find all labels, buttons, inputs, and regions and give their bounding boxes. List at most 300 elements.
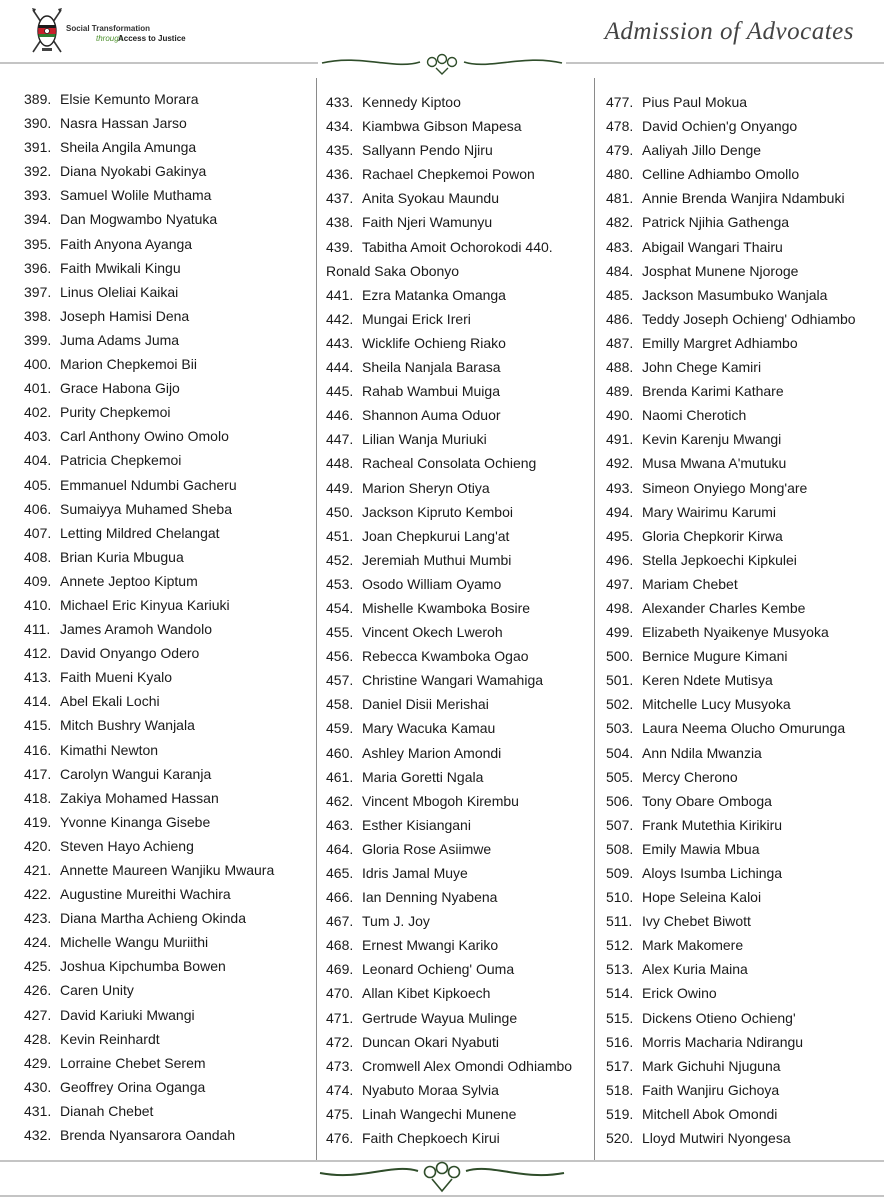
list-item: [606, 1078, 856, 1102]
entry-name: Grace Habona Gijo: [60, 380, 180, 397]
list-item: [606, 235, 856, 259]
entry-name: Cromwell Alex Omondi Odhiambo: [362, 1057, 573, 1074]
list-item: [606, 596, 856, 620]
list-item: [326, 957, 572, 981]
entry-name: Hope Seleina Kaloi: [642, 889, 762, 906]
list-item: [24, 280, 274, 304]
list-item: [24, 448, 274, 472]
entry-number: 511.: [606, 913, 633, 930]
entry-name: Kimathi Newton: [60, 741, 159, 758]
list-item: [24, 1051, 274, 1075]
list-item: [24, 1099, 274, 1123]
entry-number: 464.: [326, 840, 354, 857]
entry-number: 389.: [24, 91, 52, 107]
list-item: [24, 135, 274, 159]
entry-name: Ann Ndila Mwanzia: [642, 744, 762, 761]
entry-name: Annie Brenda Wanjira Ndambuki: [642, 190, 845, 207]
entry-number: 479.: [606, 142, 634, 159]
list-item: [606, 644, 856, 668]
entry-number: 520.: [606, 1130, 634, 1147]
entry-name: Sheila Angila Amunga: [60, 139, 197, 156]
entry-number: 515.: [606, 1009, 634, 1026]
entry-name: Patricia Chepkemoi: [60, 452, 182, 469]
entry-number: 396.: [24, 259, 52, 276]
list-item: [326, 981, 572, 1005]
entry-number: 461.: [326, 768, 354, 785]
tagline: [66, 24, 186, 44]
entry-number: 509.: [606, 865, 634, 881]
entry-name: Mitchelle Lucy Musyoka: [642, 696, 791, 713]
list-item: [24, 569, 274, 593]
entry-number: 468.: [326, 937, 354, 954]
list-item: [606, 765, 856, 789]
entry-number: 401.: [24, 380, 52, 397]
list-item: [326, 789, 572, 813]
list-item: [606, 933, 856, 957]
list-item: [326, 1078, 572, 1102]
entry-number: 487.: [606, 334, 634, 351]
entry-name: Faith Chepkoech Kirui: [362, 1130, 500, 1147]
document-title: Admission of Advocates: [604, 18, 854, 45]
list-item: [24, 762, 274, 786]
entry-number: 397.: [24, 283, 52, 300]
entry-number: 392.: [24, 163, 52, 180]
entry-name: Faith Mwikali Kingu: [60, 259, 181, 276]
list-item: [606, 741, 856, 765]
entry-number: 453.: [326, 575, 354, 592]
entry-name: Abigail Wangari Thairu: [642, 238, 783, 255]
list-item: [326, 837, 572, 861]
entry-number: 405.: [24, 476, 52, 493]
entry-name: Ronald Saka Obonyo: [326, 262, 460, 279]
entry-number: 506.: [606, 792, 634, 809]
entry-number: 449.: [326, 479, 354, 496]
entry-number: 423.: [24, 910, 52, 927]
entry-name: Mitchell Abok Omondi: [642, 1105, 778, 1122]
entry-number: 432.: [24, 1127, 52, 1144]
list-item: [606, 403, 856, 427]
entry-name: Idris Jamal Muye: [362, 865, 468, 881]
entry-number: 443.: [326, 334, 354, 351]
entry-number: 412.: [24, 645, 52, 662]
list-item: [326, 548, 572, 572]
entry-number: 516.: [606, 1033, 634, 1050]
entry-name: Yvonne Kinanga Gisebe: [60, 813, 211, 830]
list-item: [606, 1006, 856, 1030]
entry-number: 429.: [24, 1054, 52, 1071]
list-item: [326, 885, 572, 909]
column-divider-2: [594, 78, 595, 1160]
tagline-line-3: Access to Justice: [118, 34, 186, 43]
entry-number: 473.: [326, 1057, 354, 1074]
entry-number: 390.: [24, 115, 52, 132]
entry-number: 403.: [24, 428, 52, 445]
list-item: [606, 572, 856, 596]
list-item: [326, 933, 572, 957]
entry-name: Tum J. Joy: [362, 913, 430, 930]
entry-number: 424.: [24, 934, 52, 951]
tagline-line-1: Social Transformation: [66, 24, 151, 33]
entry-number: 400.: [24, 356, 52, 373]
entry-number: 477.: [606, 94, 634, 110]
list-item: [326, 186, 572, 210]
list-item: [326, 813, 572, 837]
entry-name: Vincent Okech Lweroh: [362, 624, 503, 641]
tagline-line-2: through: [96, 34, 124, 43]
list-item: [24, 232, 274, 256]
entry-number: 496.: [606, 551, 634, 568]
list-item: [24, 978, 274, 1002]
entry-number: 488.: [606, 359, 634, 376]
entry-name: Racheal Consolata Ochieng: [362, 455, 537, 472]
entry-number: 414.: [24, 693, 52, 710]
entry-name: Caren Unity: [60, 982, 134, 999]
list-item: [606, 909, 856, 933]
list-item: [24, 954, 274, 978]
entry-number: 507.: [606, 816, 634, 833]
entry-name: Patrick Njihia Gathenga: [642, 214, 790, 231]
entry-name: Emilly Margret Adhiambo: [642, 334, 798, 351]
list-item: [606, 548, 856, 572]
entry-name: Lilian Wanja Muriuki: [362, 431, 487, 448]
entry-number: 470.: [326, 985, 354, 1002]
list-item: [24, 617, 274, 641]
entry-name: Ezra Matanka Omanga: [362, 286, 506, 303]
entry-number: 411.: [24, 621, 51, 638]
entry-number: 457.: [326, 672, 354, 689]
list-item: [606, 307, 856, 331]
entry-number: 492.: [606, 455, 634, 472]
entry-name: Rahab Wambui Muiga: [362, 383, 500, 400]
entry-number: 508.: [606, 840, 634, 857]
list-item: [24, 713, 274, 737]
list-item: [326, 1054, 572, 1078]
entry-number: 478.: [606, 118, 634, 135]
entry-name: Sallyann Pendo Njiru: [362, 142, 493, 159]
entry-name: Naomi Cherotich: [642, 407, 747, 424]
entry-number: 476.: [326, 1130, 354, 1147]
entry-name: Teddy Joseph Ochieng' Odhiambo: [642, 310, 856, 327]
list-item: [326, 476, 572, 500]
list-item: [606, 259, 856, 283]
entry-number: 441.: [326, 286, 354, 303]
entry-number: 503.: [606, 720, 634, 737]
entry-name: Carolyn Wangui Karanja: [60, 765, 212, 782]
entry-name: Mark Gichuhi Njuguna: [642, 1057, 781, 1074]
entry-name: Elsie Kemunto Morara: [60, 91, 199, 107]
entry-number: 438.: [326, 214, 354, 231]
list-item: [24, 641, 274, 665]
list-item: [606, 692, 856, 716]
entry-name: Kevin Karenju Mwangi: [642, 431, 782, 448]
entry-name: Esther Kisiangani: [362, 816, 471, 833]
entry-name: Lorraine Chebet Serem: [60, 1054, 206, 1071]
entry-number: 500.: [606, 648, 634, 665]
entry-number: 398.: [24, 307, 52, 324]
list-item: [24, 1027, 274, 1051]
entry-number: 454.: [326, 599, 354, 616]
list-item: [24, 545, 274, 569]
list-item: [24, 882, 274, 906]
list-item: [24, 1075, 274, 1099]
entry-number: 472.: [326, 1033, 354, 1050]
list-item: [24, 593, 274, 617]
list-item: [606, 114, 856, 138]
list-item: [326, 741, 572, 765]
entry-name: Mitch Bushry Wanjala: [60, 717, 195, 734]
entry-name: Marion Sheryn Otiya: [362, 479, 490, 496]
entry-number: 519.: [606, 1105, 634, 1122]
entry-name: Vincent Mbogoh Kirembu: [362, 792, 519, 809]
entry-name: Faith Mueni Kyalo: [60, 669, 173, 686]
entry-name: Stella Jepkoechi Kipkulei: [642, 551, 797, 568]
entry-number: 394.: [24, 211, 52, 228]
list-item: [326, 259, 572, 283]
list-item: [326, 500, 572, 524]
entry-name: Mark Makomere: [642, 937, 744, 954]
entry-name: Jeremiah Muthui Mumbi: [362, 551, 512, 568]
list-item: [24, 521, 274, 545]
list-item: [24, 304, 274, 328]
entry-name: Sheila Nanjala Barasa: [362, 359, 501, 376]
entry-name: Erick Owino: [642, 985, 717, 1002]
list-item: [24, 159, 274, 183]
list-item: [326, 596, 572, 620]
entry-name: Juma Adams Juma: [60, 331, 180, 348]
entry-number: 456.: [326, 648, 354, 665]
entry-number: 485.: [606, 286, 634, 303]
list-item: [326, 355, 572, 379]
entry-number: 463.: [326, 816, 354, 833]
list-item: [606, 427, 856, 451]
list-item: [606, 1054, 856, 1078]
list-item: [326, 765, 572, 789]
list-item: [606, 716, 856, 740]
entry-name: Rachael Chepkemoi Powon: [362, 166, 535, 183]
entry-number: 419.: [24, 813, 52, 830]
entry-name: Elizabeth Nyaikenye Musyoka: [642, 624, 829, 641]
entry-name: Brenda Nyansarora Oandah: [60, 1127, 236, 1144]
entry-name: Laura Neema Olucho Omurunga: [642, 720, 846, 737]
list-item: [606, 138, 856, 162]
entry-number: 455.: [326, 624, 354, 641]
entry-name: Diana Nyokabi Gakinya: [60, 163, 207, 180]
entry-name: Morris Macharia Ndirangu: [642, 1033, 804, 1050]
entry-name: Kiambwa Gibson Mapesa: [362, 118, 522, 135]
list-item: [326, 379, 572, 403]
list-item: [24, 858, 274, 882]
entry-name: Nyabuto Moraa Sylvia: [362, 1081, 499, 1098]
entry-name: Kevin Reinhardt: [60, 1030, 160, 1047]
entry-name: Anita Syokau Maundu: [362, 190, 499, 207]
entry-number: 426.: [24, 982, 52, 999]
entry-name: Simeon Onyiego Mong'are: [642, 479, 808, 496]
entry-name: Michelle Wangu Muriithi: [60, 934, 209, 951]
list-item: [326, 692, 572, 716]
list-item: [24, 665, 274, 689]
list-item: [606, 283, 856, 307]
entry-number: 462.: [326, 792, 354, 809]
entry-number: 491.: [606, 431, 634, 448]
entry-name: Mungai Erick Ireri: [362, 310, 471, 327]
list-item: [606, 620, 856, 644]
entry-name: Letting Mildred Chelangat: [60, 524, 220, 541]
entry-name: James Aramoh Wandolo: [60, 621, 212, 638]
entry-number: 512.: [606, 937, 634, 954]
entry-name: Aaliyah Jillo Denge: [642, 142, 762, 159]
entry-name: Tabitha Amoit Ochorokodi 440.: [362, 238, 553, 255]
entry-name: Diana Martha Achieng Okinda: [60, 910, 246, 927]
list-item: [326, 235, 572, 259]
entry-number: 494.: [606, 503, 634, 520]
entry-name: Samuel Wolile Muthama: [60, 187, 212, 204]
entry-name: Daniel Disii Merishai: [362, 696, 489, 713]
list-item: [606, 331, 856, 355]
entry-number: 407.: [24, 524, 52, 541]
entry-name: David Ochien'g Onyango: [642, 118, 798, 135]
entry-name: Wicklife Ochieng Riako: [362, 334, 506, 351]
list-item: [326, 1126, 572, 1150]
entry-number: 501.: [606, 672, 634, 689]
list-item: [606, 1126, 856, 1150]
entry-name: Joan Chepkurui Lang'at: [362, 527, 510, 544]
entry-number: 499.: [606, 624, 634, 641]
entry-number: 395.: [24, 235, 52, 252]
entry-name: Ian Denning Nyabena: [362, 889, 498, 906]
entry-name: Maria Goretti Ngala: [362, 768, 484, 785]
entry-name: David Onyango Odero: [60, 645, 200, 662]
entry-number: 433.: [326, 94, 354, 110]
entry-number: 484.: [606, 262, 634, 279]
entry-number: 480.: [606, 166, 634, 183]
entry-number: 467.: [326, 913, 354, 930]
entry-name: Annette Maureen Wanjiku Mwaura: [60, 862, 275, 878]
entry-number: 482.: [606, 214, 634, 231]
list-item: [326, 427, 572, 451]
entry-name: Carl Anthony Owino Omolo: [60, 428, 229, 445]
list-item: [24, 906, 274, 930]
entry-name: Steven Hayo Achieng: [60, 837, 194, 854]
entry-number: 460.: [326, 744, 354, 761]
entry-name: Brenda Karimi Kathare: [642, 383, 784, 400]
entry-name: Linus Oleliai Kaikai: [60, 283, 179, 300]
entry-number: 458.: [326, 696, 354, 713]
entry-name: Ashley Marion Amondi: [362, 744, 502, 761]
entry-number: 510.: [606, 889, 634, 906]
column-divider-1: [316, 78, 317, 1160]
list-item: [326, 909, 572, 933]
list-item: [326, 716, 572, 740]
entry-name: Shannon Auma Oduor: [362, 407, 501, 424]
entry-name: Keren Ndete Mutisya: [642, 672, 773, 689]
entry-name: Nasra Hassan Jarso: [60, 115, 187, 132]
entry-number: 436.: [326, 166, 354, 183]
entry-number: 393.: [24, 187, 52, 204]
entry-name: Dan Mogwambo Nyatuka: [60, 211, 218, 228]
entry-number: 435.: [326, 142, 354, 159]
list-item: [606, 186, 856, 210]
entry-number: 445.: [326, 383, 354, 400]
entry-number: 410.: [24, 596, 52, 613]
list-item: [606, 210, 856, 234]
entry-name: Faith Njeri Wamunyu: [362, 214, 493, 231]
entry-number: 431.: [24, 1102, 52, 1119]
list-item: [326, 283, 572, 307]
list-item: [24, 328, 274, 352]
entry-number: 517.: [606, 1057, 634, 1074]
list-item: [24, 473, 274, 497]
entry-name: Tony Obare Omboga: [642, 792, 772, 809]
entry-name: Emily Mawia Mbua: [642, 840, 760, 857]
list-item: [606, 476, 856, 500]
list-item: [326, 114, 572, 138]
entry-name: Mishelle Kwamboka Bosire: [362, 599, 531, 616]
entry-name: Joseph Hamisi Dena: [60, 307, 190, 324]
entry-name: Josphat Munene Njoroge: [642, 262, 799, 279]
entry-name: David Kariuki Mwangi: [60, 1006, 195, 1023]
entry-name: Linah Wangechi Munene: [362, 1105, 517, 1122]
list-item: [24, 930, 274, 954]
list-item: [326, 572, 572, 596]
list-item: [326, 1102, 572, 1126]
entry-number: 408.: [24, 548, 52, 565]
entry-number: 417.: [24, 765, 52, 782]
list-item: [606, 981, 856, 1005]
list-item: [606, 90, 856, 114]
list-item: [606, 162, 856, 186]
entry-name: Celline Adhiambo Omollo: [642, 166, 800, 183]
entry-name: Musa Mwana A'mutuku: [642, 455, 787, 472]
list-item: [606, 789, 856, 813]
entry-name: Alexander Charles Kembe: [642, 599, 806, 616]
entry-name: Geoffrey Orina Oganga: [60, 1078, 206, 1095]
entry-number: 451.: [326, 527, 354, 544]
list-item: [24, 207, 274, 231]
list-item: [24, 1003, 274, 1027]
entry-name: Lloyd Mutwiri Nyongesa: [642, 1130, 791, 1147]
entry-name: Gertrude Wayua Mulinge: [362, 1009, 518, 1026]
entry-number: 437.: [326, 190, 354, 207]
entry-name: Jackson Kipruto Kemboi: [362, 503, 513, 520]
list-item: [24, 424, 274, 448]
entry-number: 474.: [326, 1081, 354, 1098]
entry-name: Purity Chepkemoi: [60, 404, 171, 421]
entry-name: Gloria Rose Asiimwe: [362, 840, 492, 857]
entry-number: 444.: [326, 359, 354, 376]
list-item: [326, 668, 572, 692]
list-item: [606, 837, 856, 861]
entry-number: 497.: [606, 575, 634, 592]
entry-number: 427.: [24, 1006, 52, 1023]
list-item: [606, 1030, 856, 1054]
entry-name: Abel Ekali Lochi: [60, 693, 160, 710]
entry-number: 504.: [606, 744, 634, 761]
entry-name: Marion Chepkemoi Bii: [60, 356, 197, 373]
entry-name: Sumaiyya Muhamed Sheba: [60, 500, 232, 517]
entry-name: Annete Jeptoo Kiptum: [60, 572, 198, 589]
list-item: [606, 355, 856, 379]
entry-number: 490.: [606, 407, 634, 424]
entry-name: Michael Eric Kinyua Kariuki: [60, 596, 230, 613]
entry-name: Dianah Chebet: [60, 1102, 154, 1119]
column-1: [24, 87, 274, 1147]
list-item: [326, 307, 572, 331]
entry-number: 421.: [24, 862, 52, 878]
entry-number: 425.: [24, 958, 52, 975]
entry-number: 399.: [24, 331, 52, 348]
entry-name: Duncan Okari Nyabuti: [362, 1033, 499, 1050]
list-item: [326, 524, 572, 548]
